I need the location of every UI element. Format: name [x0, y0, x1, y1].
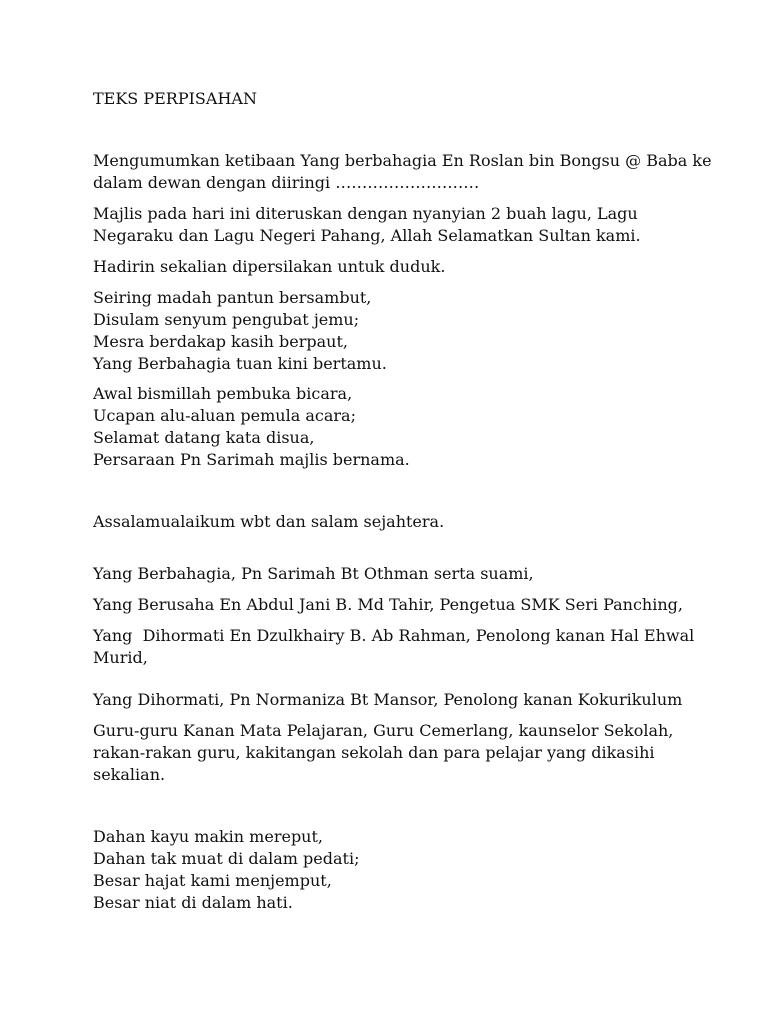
paragraph-line: Mengumumkan ketibaan Yang berbahagia En Roslan bin Bongsu @ Baba ke	[93, 151, 712, 170]
document-title: TEKS PERPISAHAN	[93, 89, 257, 108]
pantun-line: Awal bismillah pembuka bicara,	[93, 384, 353, 403]
pantun-line: Dahan tak muat di dalam pedati;	[93, 849, 360, 868]
salutation-line: Yang Dihormati, Pn Normaniza Bt Mansor, Penolong kanan Kokurikulum	[93, 690, 683, 709]
pantun-line: Persaraan Pn Sarimah majlis bernama.	[93, 450, 410, 469]
pantun-line: Yang Berbahagia tuan kini bertamu.	[93, 354, 387, 373]
pantun-line: Ucapan alu-aluan pemula acara;	[93, 406, 356, 425]
salutation-line: Yang Dihormati En Dzulkhairy B. Ab Rahman, Penolong kanan Hal Ehwal	[93, 626, 695, 645]
salutation-line: Yang Berbahagia, Pn Sarimah Bt Othman serta suami,	[93, 564, 534, 583]
salutation-line: Murid,	[93, 648, 148, 667]
pantun-line: Seiring madah pantun bersambut,	[93, 288, 372, 307]
pantun-line: Besar hajat kami menjemput,	[93, 871, 332, 890]
paragraph-line: dalam dewan dengan diiringi ………………………	[93, 173, 480, 192]
salutation-line: Guru-guru Kanan Mata Pelajaran, Guru Cemerlang, kaunselor Sekolah,	[93, 721, 674, 740]
paragraph-line: Majlis pada hari ini diteruskan dengan nyanyian 2 buah lagu, Lagu	[93, 204, 638, 223]
pantun-line: Besar niat di dalam hati.	[93, 893, 293, 912]
paragraph-line: Hadirin sekalian dipersilakan untuk duduk.	[93, 257, 446, 276]
pantun-line: Disulam senyum pengubat jemu;	[93, 310, 360, 329]
paragraph-line: Assalamualaikum wbt dan salam sejahtera.	[93, 512, 445, 531]
pantun-line: Selamat datang kata disua,	[93, 428, 315, 447]
pantun-line: Dahan kayu makin mereput,	[93, 827, 323, 846]
paragraph-line: Negaraku dan Lagu Negeri Pahang, Allah Selamatkan Sultan kami.	[93, 226, 641, 245]
salutation-line: rakan-rakan guru, kakitangan sekolah dan para pelajar yang dikasihi	[93, 743, 655, 762]
pantun-line: Mesra berdakap kasih berpaut,	[93, 332, 348, 351]
salutation-line: Yang Berusaha En Abdul Jani B. Md Tahir, Pengetua SMK Seri Panching,	[93, 595, 683, 614]
salutation-line: sekalian.	[93, 765, 166, 784]
